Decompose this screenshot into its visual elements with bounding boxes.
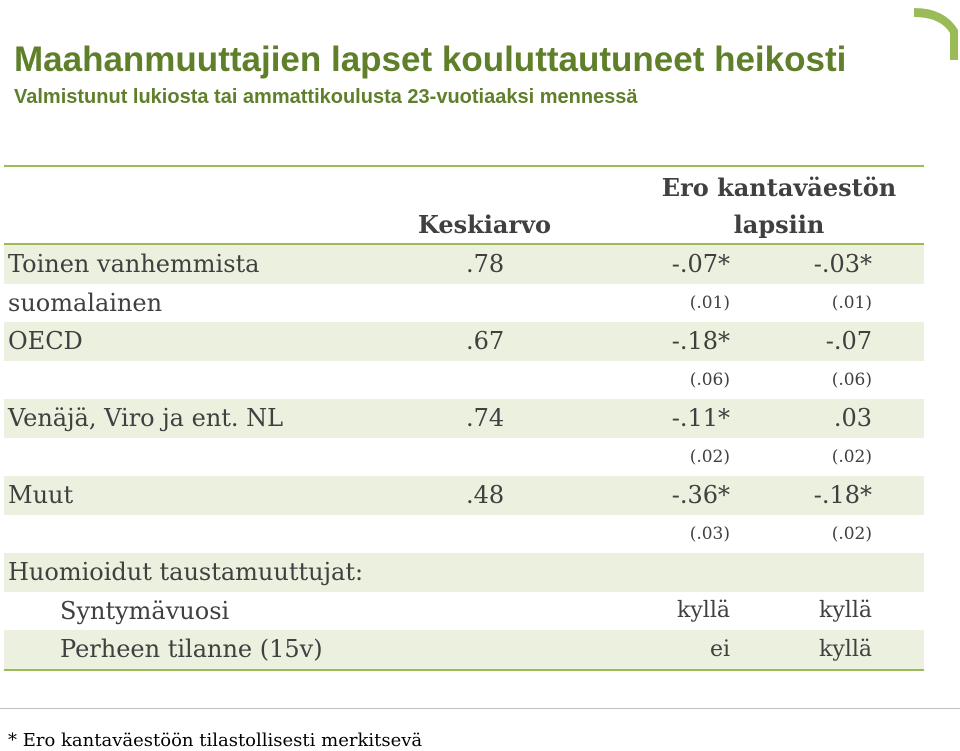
corner-decoration-arc: [890, 0, 960, 60]
table-row: [4, 630, 924, 669]
row-diff-model1: -.07*: [671, 250, 730, 279]
row-se-model2: (.06): [831, 369, 872, 390]
table-row: [4, 322, 924, 361]
header-mean: Keskiarvo: [418, 209, 552, 239]
header-difference-line2: lapsiin: [733, 210, 825, 239]
control-model2: kyllä: [819, 636, 872, 662]
controls-heading: Huomioidut taustamuuttujat:: [8, 558, 364, 587]
row-mean: .78: [466, 250, 505, 279]
row-label: Venäjä, Viro ja ent. NL: [8, 404, 284, 433]
table-row: [4, 361, 924, 400]
table-row: [4, 399, 924, 438]
row-diff-model2: -.07: [825, 327, 872, 356]
row-diff-model2: -.18*: [813, 481, 872, 510]
row-mean: .67: [466, 327, 505, 356]
table-header-row: [4, 167, 924, 245]
row-label: OECD: [8, 327, 83, 356]
table-row: [4, 245, 924, 284]
control-model2: kyllä: [819, 598, 872, 624]
header-difference: [644, 169, 914, 243]
row-se-model1: (.02): [689, 446, 730, 467]
results-table: [4, 165, 924, 671]
row-diff-model1: -.36*: [671, 481, 730, 510]
control-label: Perheen tilanne (15v): [60, 635, 323, 664]
row-se-model1: (.06): [689, 369, 730, 390]
header-difference-line1: Ero kantaväestön: [661, 173, 897, 202]
row-se-model1: (.03): [689, 523, 730, 544]
row-label: Toinen vanhemmista: [8, 250, 260, 279]
row-se-model1: (.01): [689, 292, 730, 313]
control-label: Syntymävuosi: [60, 596, 230, 625]
slide-title: Maahanmuuttajien lapset kouluttautuneet heikosti: [14, 40, 847, 79]
table-row: [4, 438, 924, 477]
footnote: * Ero kantaväestöön tilastollisesti merkitsevä: [8, 730, 423, 751]
row-label: Muut: [8, 481, 74, 510]
row-se-model2: (.02): [831, 446, 872, 467]
row-diff-model2: .03: [833, 404, 872, 433]
control-model1: ei: [709, 636, 730, 662]
table-row: [4, 592, 924, 631]
row-diff-model1: -.18*: [671, 327, 730, 356]
slide-subtitle: Valmistunut lukiosta tai ammattikoulusta 23-vuotiaaksi mennessä: [14, 86, 638, 108]
table-row: [4, 476, 924, 515]
table-row: [4, 553, 924, 592]
row-mean: .74: [466, 404, 505, 433]
table-row: [4, 284, 924, 323]
row-diff-model2: -.03*: [813, 250, 872, 279]
footnote-divider: [0, 708, 960, 709]
row-se-model2: (.01): [831, 292, 872, 313]
row-mean: .48: [466, 481, 505, 510]
row-label: suomalainen: [8, 288, 163, 317]
row-diff-model1: -.11*: [671, 404, 730, 433]
row-se-model2: (.02): [831, 523, 872, 544]
table-row: [4, 515, 924, 554]
control-model1: kyllä: [677, 598, 730, 624]
